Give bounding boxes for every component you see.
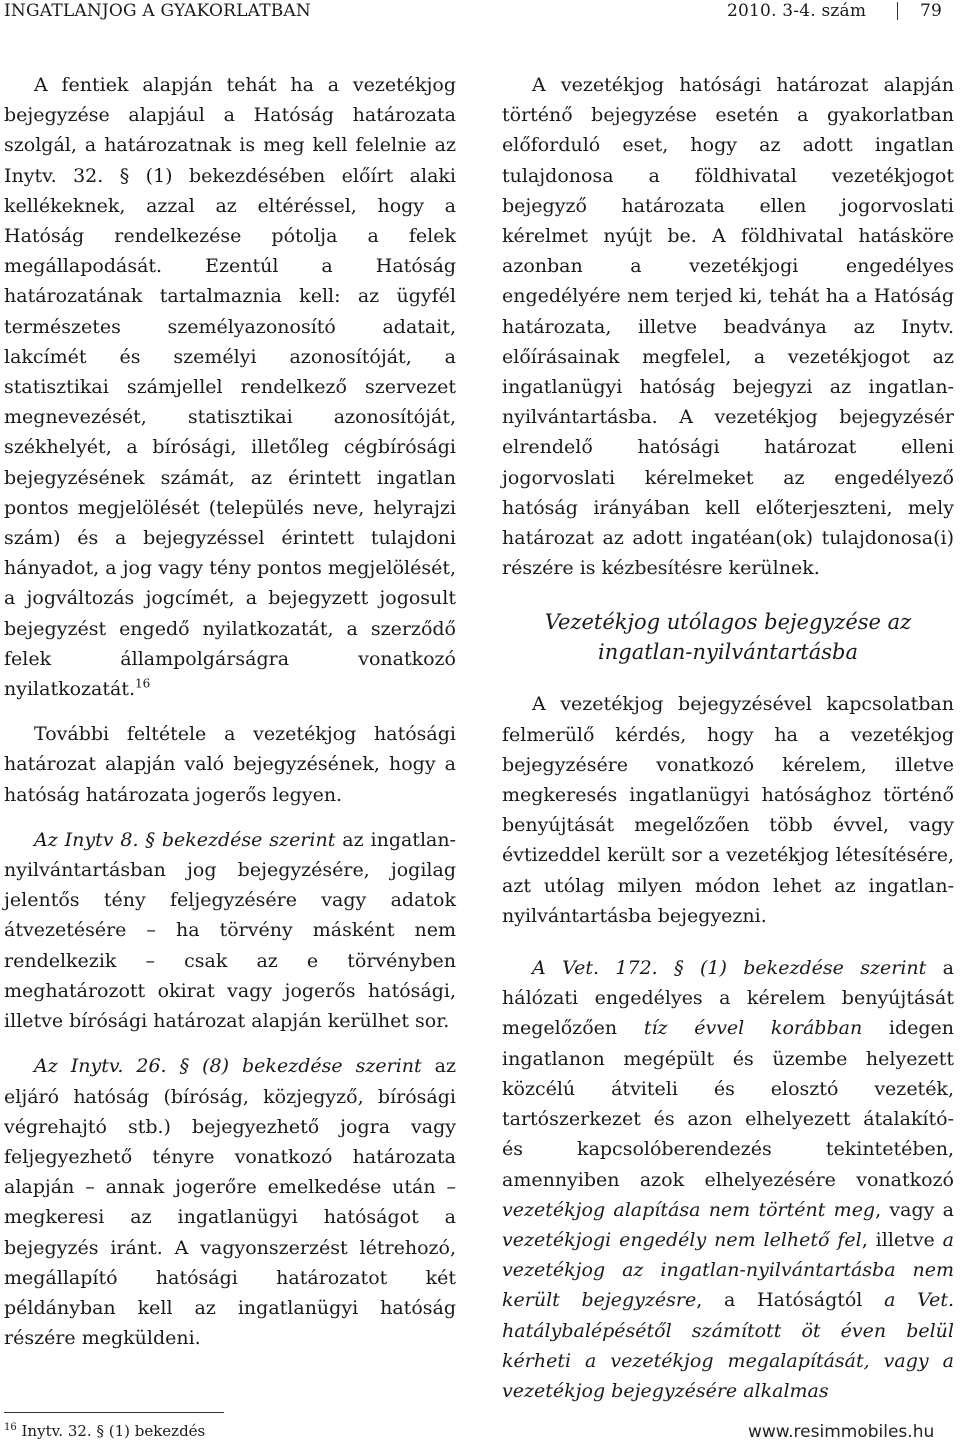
paragraph-text: az eljáró hatóság (bíróság, közjegyző, bírósági végrehajtó stb.) bejegyezhető jogra vagy feljegyezhető tényre vonatkozó határozata alapján – annak jogerőre emelkedése után – megkeresi az ingatlanügyi hatóságot a bejegyzés iránt. A vagyonszerzést létrehozó, megállapító hatósági határozatot két példányban kell az ingatlanügyi hatóság részére megküldeni. [4,1055,456,1350]
paragraph-text: A fentiek alapján tehát ha a vezetékjog bejegyzése alapjául a Hatóság határozata szolgál, a határozatnak is meg kell felelnie az Inytv. 32. § (1) bekezdésében előírt alaki kellékeknek, azzal az eltéréssel, hogy a Hatóság rendelkezése pótolja a felek megállapodását. Ezentúl a Hatóság határozatának tartalmaznia kell: az ügyfél természetes személyazonosító adatait, lakcímét és személyi azonosítóját, a statisztikai számjellel rendelkező szervezet megnevezését, statisztikai azonosítóját, székhelyét, a bírósági, illetőleg cégbírósági bejegyzésének számát, az érintett ingatlan pontos megjelölését (település neve, helyrajzi szám) és a bejegyzéssel érintett tulajdoni hányadot, a jog vagy tény pontos megjelölését, a jogváltozás jogcímét, a bejegyzett jogosult bejegyzést engedő nyilatkozatát, a szerződő felek állampolgárságra vonatkozó nyilatkozatát. [4,74,456,701]
website-watermark: www.resimmobiles.hu [748,1422,935,1442]
legal-citation: A Vet. 172. § (1) bekezdése szerint [532,957,927,980]
footnote-number: 16 [4,1422,17,1433]
left-column [4,70,456,1353]
footnote-text: Inytv. 32. § (1) bekezdés [16,1422,206,1440]
paragraph: A vezetékjog bejegyzésével kapcsolatban felmerülő kérdés, hogy ha a vezetékjog bejegyzésére vonatkozó kérelem, illetve megkeresés ingatlanügyi hatósághoz történő benyújtását megelőzően több évvel, vagy évtizeddel került sor a vezetékjog létesítésére, azt utólag milyen módon lehet az ingatlan-nyilvántartásba bejegyezni. [502,693,954,927]
running-header [0,0,960,30]
legal-citation: Az Inytv 8. § bekezdése szerint [34,828,336,851]
paragraph [4,825,456,1036]
page-number: 79 [920,1,943,21]
header-divider [897,2,898,20]
journal-title: INGATLANJOG A GYAKORLATBAN [4,1,311,21]
paragraph [4,70,456,704]
emphasis: tíz évvel korábban [643,1017,863,1040]
paragraph: A vezetékjog hatósági határozat alapján történő bejegyzése esetén a gyakorlatban előforduló eset, hogy az adott ingatlan tulajdonosa a földhivatal vezetékjogot bejegyző határozata ellen jogorvoslati kérelmet nyújt be. A földhivatal hatásköre azonban a vezetékjogi engedélyes engedélyére nem terjed ki, tehát ha a Hatóság határozata, illetve beadványa az Inytv. előírásainak megfelel, a vezetékjogot az ingatlanügyi hatóság bejegyzi az ingatlan-nyilvántartásba. A vezetékjog bejegyzésér elrendelő hatósági határozat elleni jogorvoslati kérelmeket az engedélyező hatóság irányában kell előterjeszteni, mely határozat az adott ingatéan(ok) tulajdonosa(i) részére is kézbesítésre kerülnek. [502,74,954,580]
paragraph-text: a hálózati engedélyes a kérelem benyújtását megelőzően [502,957,954,1040]
section-heading: Vezetékjog utólagos bejegyzése az ingatlan-nyilvántartásba [544,610,912,665]
footnote [4,1422,205,1440]
paragraph-text: , a Hatóságtól [696,1289,885,1312]
paragraph [502,953,954,1406]
paragraph [4,1051,456,1353]
emphasis: vezetékjogi engedély nem lelhető fel [502,1228,862,1251]
paragraph-text: , illetve [861,1228,943,1251]
paragraph-text: , vagy a [875,1198,955,1221]
emphasis: vezetékjog alapítása nem történt meg [502,1198,876,1221]
footnote-divider [4,1412,224,1413]
paragraph-text: az ingatlan-nyilvántartásban jog bejegyzésére, jogilag jelentős tény feljegyzésére vagy adatok átvezetésére – ha törvény másként nem rendelkezik – csak az e törvényben meghatározott okirat vagy jogerős hatósági, illetve bírósági határozat alapján kerülhet sor. [4,828,457,1033]
paragraph: További feltétele a vezetékjog hatósági határozat alapján való bejegyzésének, hogy a hatóság határozata jogerős legyen. [4,723,456,806]
emphasis: a vezetékjog az ingatlan-nyilvántartásba nem került bejegyzésre [502,1228,954,1312]
footnote-ref[interactable]: 16 [135,676,151,691]
legal-citation: Az Inytv. 26. § (8) bekezdése szerint [34,1055,422,1078]
emphasis: a Vet. hatálybalépésétől számított öt éven belül kérheti a vezetékjog megalapítását, vagy a vezetékjog bejegyzésére alkalmas [502,1289,954,1402]
paragraph-text: idegen ingatlanon megépült és üzembe helyezett közcélú átviteli és elosztó vezeték, tartószerkezet és azon elhelyezett átalakító- és kapcsolóberendezés tekintetében, amennyiben azok elhelyezésére vonatkozó [502,1017,954,1191]
issue-number: 2010. 3-4. szám [727,1,867,21]
right-column [502,70,954,1406]
